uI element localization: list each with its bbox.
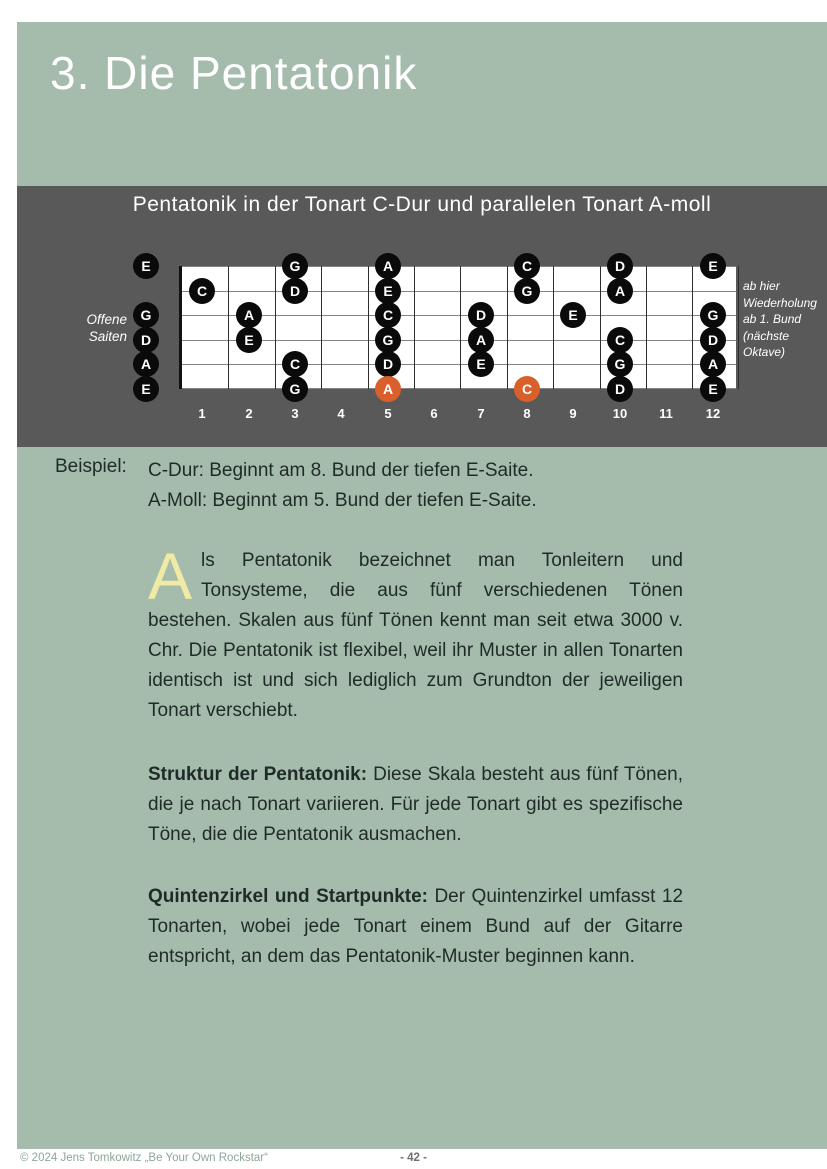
fret-wire (460, 266, 461, 389)
fret-number: 2 (245, 406, 253, 421)
example-block (55, 456, 537, 516)
paragraph-quintenzirkel: Quintenzirkel und Startpunkte: Der Quintenzirkel umfasst 12 Tonarten, wobei jede Tonart einem Bund auf der Gitarre entspricht, an dem das Pentatonik-Muster beginnen kann. (148, 886, 684, 967)
fret-number: 3 (291, 406, 299, 421)
open-note-dot: E (133, 253, 159, 279)
fretboard-diagram (17, 186, 827, 447)
diagram-heading: Pentatonik in der Tonart C-Dur und parallelen Tonart A-moll (132, 193, 712, 216)
string-line (182, 291, 736, 292)
paragraph-struktur: Struktur der Pentatonik: Diese Skala besteht aus fünf Tönen, die je nach Tonart variieren. Für jede Tonart gibt es spezifische Töne, die die Pentatonik ausmachen. (148, 764, 683, 845)
note-dot: D (607, 253, 633, 279)
fretboard-grid (179, 266, 736, 389)
note-dot: D (607, 376, 633, 402)
open-note-dot: D (133, 327, 159, 353)
note-dot: E (375, 278, 401, 304)
paragraph-intro: Als Pentatonik bezeichnet man Tonleitern und Tonsysteme, die aus fünf verschiedenen Tönen bestehen. Skalen aus fünf Tönen kennt man seit etwa 3000 v. Chr. Die Pentatonik ist flexibel, weil ihr Muster in allen Tonarten identisch ist und sich lediglich zum Grundton der jeweiligen Tonart verschiebt. (148, 539, 683, 721)
note-dot: A (607, 278, 633, 304)
note-dot: C (189, 278, 215, 304)
note-dot: C (607, 327, 633, 353)
fret-number: 7 (477, 406, 485, 421)
open-note-dot: A (133, 351, 159, 377)
fret-wire (275, 266, 276, 389)
note-dot: D (375, 351, 401, 377)
start-note-dot: A (375, 376, 401, 402)
footer-page-number: - 42 - (400, 1152, 427, 1164)
string-line (182, 364, 736, 365)
fret-wire (228, 266, 229, 389)
example-line-c-dur: C-Dur: Beginnt am 8. Bund der tiefen E-Saite. (148, 460, 534, 481)
example-line-a-moll: A-Moll: Beginnt am 5. Bund der tiefen E-Saite. (148, 490, 537, 511)
fret-number: 10 (612, 406, 628, 421)
octave-repeat-note: ab hier Wiederholung ab 1. Bund (nächste Oktave) (743, 279, 817, 359)
string-line (182, 266, 736, 267)
note-dot: C (282, 351, 308, 377)
note-dot: D (282, 278, 308, 304)
fret-wire (692, 266, 693, 389)
note-dot: G (282, 376, 308, 402)
string-line (182, 315, 736, 316)
fret-wire (738, 266, 739, 389)
fret-wire (368, 266, 369, 389)
example-lines (148, 456, 537, 516)
note-dot: G (700, 302, 726, 328)
open-note-dot: G (133, 302, 159, 328)
note-dot: A (700, 351, 726, 377)
note-dot: E (560, 302, 586, 328)
note-dot: C (375, 302, 401, 328)
note-dot: E (700, 253, 726, 279)
string-line (182, 340, 736, 341)
page-title: 3. Die Pentatonik (50, 47, 418, 99)
fret-wire (600, 266, 601, 389)
fret-number: 12 (705, 406, 721, 421)
fret-number: 11 (659, 406, 673, 421)
note-dot: A (236, 302, 262, 328)
footer-copyright: © 2024 Jens Tomkowitz „Be Your Own Rockstar“ (20, 1152, 268, 1164)
note-dot: E (700, 376, 726, 402)
open-note-dot: E (133, 376, 159, 402)
fret-number: 1 (198, 406, 206, 421)
note-dot: G (514, 278, 540, 304)
note-dot: G (375, 327, 401, 353)
note-dot: C (514, 253, 540, 279)
note-dot: A (375, 253, 401, 279)
body-text (148, 539, 684, 972)
fret-number: 4 (337, 406, 345, 421)
note-dot: D (700, 327, 726, 353)
fret-wire (321, 266, 322, 389)
note-dot: D (468, 302, 494, 328)
fret-wire (414, 266, 415, 389)
note-dot: G (607, 351, 633, 377)
fret-number: 8 (523, 406, 531, 421)
open-strings-label: Offene Saiten (86, 312, 127, 344)
start-note-dot: C (514, 376, 540, 402)
fret-number: 6 (430, 406, 438, 421)
fret-wire (507, 266, 508, 389)
note-dot: E (236, 327, 262, 353)
note-dot: A (468, 327, 494, 353)
fret-number: 9 (569, 406, 577, 421)
note-dot: E (468, 351, 494, 377)
dropcap: A (148, 539, 193, 613)
fret-number: 5 (384, 406, 392, 421)
string-line (182, 388, 736, 389)
fretboard-panel (17, 186, 827, 447)
fret-wire (553, 266, 554, 389)
note-dot: G (282, 253, 308, 279)
example-label: Beispiel: (55, 456, 127, 477)
fret-wire (646, 266, 647, 389)
page-content (17, 22, 827, 1149)
